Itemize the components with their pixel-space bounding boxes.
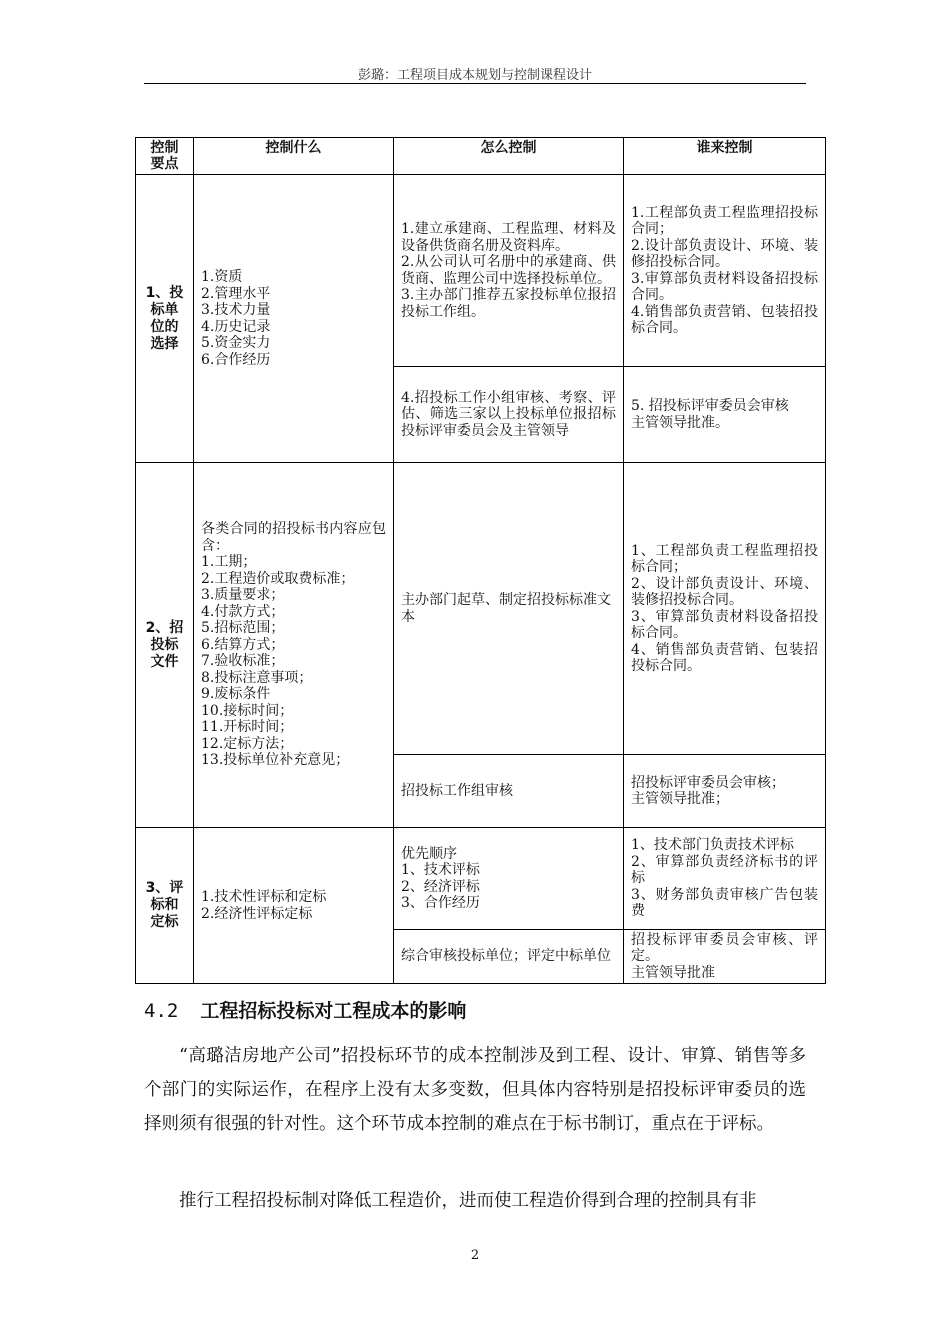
section-number: 4.2	[144, 1000, 179, 1022]
cell-line: 5.招标范围；	[201, 620, 285, 637]
table-header-row	[136, 138, 826, 175]
who-cell	[624, 930, 826, 984]
page-header: 彭璐：工程项目成本规划与控制课程设计	[357, 68, 592, 83]
cell-line: 5.资金实力	[201, 335, 271, 351]
cell-line: 招投标评审委员会审核、评定。	[631, 931, 818, 965]
cell-line: 2、招	[145, 619, 184, 636]
cell-line: 3.技术力量	[201, 302, 271, 318]
table-row	[136, 175, 826, 367]
who-cell	[624, 175, 826, 367]
cell-line: 1.工期；	[201, 554, 257, 571]
cell-line: 7.验收标准；	[201, 653, 285, 670]
cell-line: 2.设计部负责设计、环境、装修招投标合同。	[631, 237, 818, 270]
control-point-cell	[136, 463, 194, 828]
cell-line: 2.经济性评标定标	[201, 905, 313, 922]
body-paragraph: 推行工程招投标制对降低工程造价，进而使工程造价得到合理的控制具有非	[179, 1191, 757, 1211]
cell-line: 4.付款方式；	[201, 603, 285, 620]
header-rule	[144, 83, 806, 84]
how-cell	[394, 828, 624, 930]
cell-line: 1、工程部负责工程监理招投标合同；	[631, 542, 818, 575]
cell-line: 2.管理水平	[201, 285, 271, 302]
cell-line: 4.招投标工作小组审核、考察、评估、筛选三家以上投标单位报招标投标评审委员会及主管领导	[401, 389, 616, 439]
cell-line: 4.历史记录	[201, 318, 271, 335]
cell-line: 位的	[150, 318, 179, 335]
header-who: 谁来控制	[624, 138, 826, 175]
cell-line: 1.工程部负责工程监理招投标合同；	[631, 204, 818, 237]
control-table	[135, 137, 826, 984]
cell-line: 3.主办部门推荐五家投标单位报招投标工作组。	[401, 287, 616, 320]
who-cell	[624, 755, 826, 828]
cell-line: 6.合作经历	[201, 351, 271, 368]
cell-line: 主管领导批准。	[631, 414, 729, 431]
header-how: 怎么控制	[394, 138, 624, 175]
cell-line: 各类合同的招投标书内容应包含：	[201, 521, 386, 554]
cell-line: 主管领导批准	[631, 964, 715, 981]
cell-line: 1、技术评标	[401, 862, 480, 878]
cell-line: 招投标评审委员会审核；	[631, 774, 785, 791]
cell-line: 9.废标条件	[201, 686, 271, 703]
what-cell	[194, 463, 394, 828]
cell-line: 6.结算方式；	[201, 636, 285, 653]
table-row	[136, 828, 826, 930]
cell-line: 3.审算部负责材料设备招投标合同。	[631, 270, 818, 303]
cell-line: 投标	[150, 636, 179, 653]
cell-line: 3、财务部负责审核广告包装费	[631, 886, 818, 920]
cell-line: 4、销售部负责营销、包装招投标合同。	[631, 641, 818, 674]
cell-line: 主办部门起草、制定招投标标准文本	[401, 592, 611, 625]
body-paragraph: “高璐洁房地产公司”招投标环节的成本控制涉及到工程、设计、审算、销售等多个部门的实际运作，在程序上没有太多变数，但具体内容特别是招投标评审委员的选择则须有很强的针对性。这个环节成本控制的难点在于标书制订，重点在于评标。	[144, 1046, 806, 1134]
cell-line: 10.接标时间；	[201, 702, 294, 719]
cell-line: 3、合作经历	[401, 895, 480, 911]
how-cell	[394, 175, 624, 367]
who-cell	[624, 367, 826, 463]
cell-line: 1.资质	[201, 269, 243, 285]
how-cell	[394, 755, 624, 828]
cell-line: 11.开标时间；	[201, 719, 294, 736]
table-row	[136, 463, 826, 755]
cell-line: 2、审算部负责经济标书的评标	[631, 853, 818, 887]
how-cell	[394, 367, 624, 463]
what-cell	[194, 175, 394, 463]
section-title: 工程招标投标对工程成本的影响	[200, 1000, 467, 1022]
cell-line: 2.工程造价或取费标准；	[201, 570, 355, 587]
cell-line: 4.销售部负责营销、包装招投标合同。	[631, 303, 818, 336]
who-cell	[624, 828, 826, 930]
cell-line: 标单	[150, 301, 179, 318]
cell-line: 3、评	[145, 880, 184, 896]
how-cell	[394, 463, 624, 755]
section-heading	[144, 996, 466, 1023]
cell-line: 3.质量要求；	[201, 587, 285, 604]
cell-line: 选择	[150, 335, 179, 352]
cell-line: 8.投标注意事项；	[201, 669, 313, 686]
header-control-point: 控制 要点	[136, 138, 194, 175]
page-number: 2	[470, 1248, 480, 1263]
cell-line: 综合审核投标单位；评定中标单位	[401, 948, 611, 965]
cell-line: 定标	[150, 914, 179, 930]
cell-line: 1.技术性评标和定标	[201, 889, 327, 905]
control-point-cell	[136, 175, 194, 463]
cell-line: 主管领导批准；	[631, 791, 729, 807]
cell-line: 12.定标方法；	[201, 735, 294, 752]
cell-line: 1.建立承建商、工程监理、材料及设备供货商名册及资料库。	[401, 221, 616, 254]
cell-line: 2.从公司认可名册中的承建商、供货商、监理公司中选择投标单位。	[401, 254, 616, 287]
cell-line: 标和	[150, 897, 179, 913]
cell-line: 13.投标单位补充意见；	[201, 752, 350, 769]
cell-line: 2、经济评标	[401, 878, 480, 895]
cell-line: 文件	[150, 653, 179, 670]
cell-line: 2、设计部负责设计、环境、装修招投标合同。	[631, 575, 818, 608]
cell-line: 1、投	[145, 284, 184, 301]
control-point-cell	[136, 828, 194, 984]
cell-line: 优先顺序	[401, 845, 457, 862]
how-cell	[394, 930, 624, 984]
what-cell	[194, 828, 394, 984]
cell-line: 5. 招投标评审委员会审核	[631, 398, 789, 414]
header-what: 控制什么	[194, 138, 394, 175]
cell-line: 1、技术部门负责技术评标	[631, 837, 794, 854]
cell-line: 招投标工作组审核	[401, 782, 513, 799]
who-cell	[624, 463, 826, 755]
cell-line: 3、审算部负责材料设备招投标合同。	[631, 608, 818, 641]
